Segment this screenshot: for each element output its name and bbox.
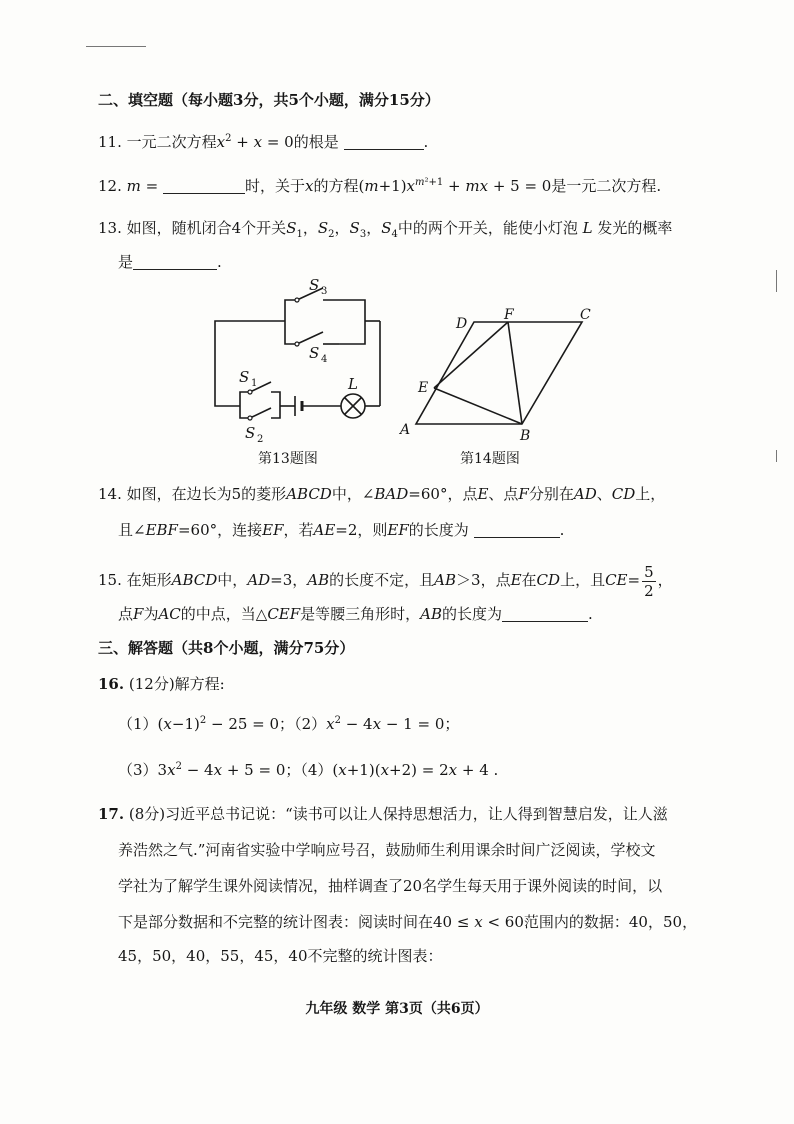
q15-text: 为 (143, 605, 159, 623)
q15-text: 中， (217, 571, 248, 589)
scan-speck (86, 46, 146, 47)
label-lamp: L (348, 375, 358, 393)
section3-title: 三、解答题（共8个小题，满分75分） (98, 639, 355, 657)
svg-text:1: 1 (251, 378, 258, 389)
question-13-line2 (118, 252, 222, 272)
q16-part-4-label: （4） (300, 761, 333, 779)
label-a: A (400, 422, 411, 438)
q15-text: 的长度为 (442, 605, 503, 623)
q17-line4b: 范围内的数据：40，50， (523, 913, 698, 931)
q11-end: . (423, 133, 429, 151)
question-17-line3: 学社为了解学生课外阅读情况，抽样调查了20名学生每天用于课外阅读的时间，以 (118, 877, 663, 895)
q14-text: 中，∠ (331, 485, 375, 503)
question-12: 12. m = 时，关于x的方程$(m+1)x^{m^2+1}$ + mx + 5 = 0是一元二次方程. (98, 177, 662, 195)
question-15: 15. 在矩形ABCD中，AD=3，AB的长度不定，且AB＞3，点E在CD上，且CE= $\frac{5}{2}$ ， (98, 562, 673, 600)
q14-text: 分别在 (528, 485, 574, 503)
label-b: B (520, 428, 531, 442)
q17-line1: (8分)习近平总书记说：“读书可以让人保持思想活力，让人得到智慧启发，让人滋 (128, 805, 668, 823)
q15-text: 的中点，当△ (180, 605, 268, 623)
question-14-line2: 且∠EBF=60°，连接EF，若AE=2，则EF的长度为 . (118, 521, 565, 539)
q12-text-a: 时，关于 (244, 177, 305, 195)
q15-text: 点 (118, 605, 134, 623)
q13-answer-blank[interactable] (133, 253, 217, 270)
label-e: E (418, 380, 429, 396)
q11-text-a: 一元二次方程 (126, 133, 217, 151)
svg-text:4: 4 (321, 354, 328, 365)
label-s4: S (309, 344, 320, 362)
q14-answer-blank[interactable] (474, 521, 560, 538)
scan-mark (776, 270, 777, 292)
page-footer: 九年级 数学 第3页（共6页） (305, 1001, 489, 1017)
q13-line1: 如图，随机闭合4个开关 (126, 219, 287, 237)
q15-text: 是等腰三角形时， (300, 605, 421, 623)
q17-number: 17. (98, 805, 125, 823)
q13-line2: 是 (118, 253, 134, 271)
q15-text: 在矩形 (126, 571, 172, 589)
q16-heading: (12分)解方程: (128, 675, 225, 693)
svg-text:3: 3 (321, 286, 328, 297)
label-s1: S (239, 368, 250, 386)
q15-answer-blank[interactable] (502, 605, 588, 622)
q14-text: 的长度为 (408, 521, 469, 539)
q14-end: . (559, 521, 565, 539)
q11-text-b: 的根是 (293, 133, 339, 151)
q15-end: . (588, 605, 593, 623)
q13-line1b: 中的两个开关，能使小灯泡 (397, 219, 578, 237)
q16-part-2-label: （2） (294, 715, 327, 733)
q14-number: 14. (98, 485, 122, 503)
label-d: D (456, 316, 468, 332)
q14-text: 如图，在边长为5的菱形 (126, 485, 287, 503)
scan-mark (776, 450, 777, 462)
question-17-line5: 45，50，40，55，45，40不完整的统计图表： (118, 947, 443, 965)
q12-number: 12. (98, 177, 122, 195)
label-s2: S (245, 424, 256, 442)
figure-14-caption: 第14题图 (460, 451, 520, 467)
q15-text: 上，且 (560, 571, 606, 589)
q14-text: 、 (596, 485, 612, 503)
q13-line1c: 发光的概率 (597, 219, 673, 237)
q14-text: =2，则 (335, 521, 388, 539)
question-17-line4: 下是部分数据和不完整的统计图表：阅读时间在40 ≤ x < 60范围内的数据：40，50， (118, 913, 698, 931)
q15-number: 15. (98, 571, 122, 589)
q16-number: 16. (98, 675, 125, 693)
figure-13-circuit (205, 276, 405, 446)
q14-text: ，若 (283, 521, 314, 539)
q14-text: 且∠ (118, 521, 146, 539)
question-17 (98, 804, 668, 824)
q14-text: =60°，连接 (177, 521, 263, 539)
svg-text:2: 2 (257, 434, 264, 445)
q17-line4a: 下是部分数据和不完整的统计图表：阅读时间在 (118, 913, 434, 931)
q13-end: . (217, 253, 222, 271)
question-15-line2: 点F为AC的中点，当△CEF是等腰三角形时，AB的长度为 . (118, 605, 593, 623)
q12-text-b: 的方程 (313, 177, 359, 195)
question-16-parts-1-2: $(1)(x-1)^2 - 25 = 0$；$(2)x^2 - 4x - 1 = 0$； (118, 715, 460, 733)
q16-part-1-label: （1） (118, 715, 158, 733)
q16-part-3-label: （3） (118, 761, 158, 779)
q15-text: 的长度不定，且 (329, 571, 435, 589)
figure-13-caption: 第13题图 (258, 451, 318, 467)
label-c: C (580, 307, 591, 323)
q15-text: =3， (270, 571, 308, 589)
q15-fraction: $\frac{5}{2}$ (644, 562, 654, 600)
q14-text: 、点 (488, 485, 519, 503)
q11-number: 11. (98, 133, 122, 151)
q12-text-c: 是一元二次方程. (551, 177, 662, 195)
q11-answer-blank[interactable] (344, 133, 424, 150)
q12-answer-blank[interactable] (163, 177, 245, 194)
q15-text: ＞3，点 (456, 571, 511, 589)
question-11: 11. 一元二次方程$x^2 + x = 0$的根是 . (98, 133, 429, 151)
label-f: F (504, 307, 514, 323)
figure-14-rhombus (396, 302, 596, 442)
section2-title: 二、填空题（每小题3分，共5个小题，满分15分） (98, 91, 440, 109)
question-16-parts-3-4: $(3)3x^2 - 4x + 5 = 0$；（4）(x+1)(x+2) = 2x + 4 . (118, 761, 499, 779)
q14-text: 上， (635, 485, 666, 503)
label-s3: S (309, 276, 320, 294)
q15-text: = (627, 571, 641, 589)
question-17-line2: 养浩然之气.”河南省实验中学响应号召，鼓励师生利用课余时间广泛阅读，学校文 (118, 841, 656, 859)
q15-text: 在 (521, 571, 537, 589)
q13-number: 13. (98, 219, 122, 237)
question-16 (98, 674, 225, 694)
question-14: 14. 如图，在边长为5的菱形ABCD中，∠BAD=60°，点E、点F分别在AD、CD上， (98, 485, 666, 503)
q14-text: =60°，点 (408, 485, 478, 503)
question-13: 13. 如图，随机闭合4个开关$S_1$，$S_2$，$S_3$，$S_4$中的两个开关，能使小灯泡 L 发光的概率 (98, 219, 673, 240)
